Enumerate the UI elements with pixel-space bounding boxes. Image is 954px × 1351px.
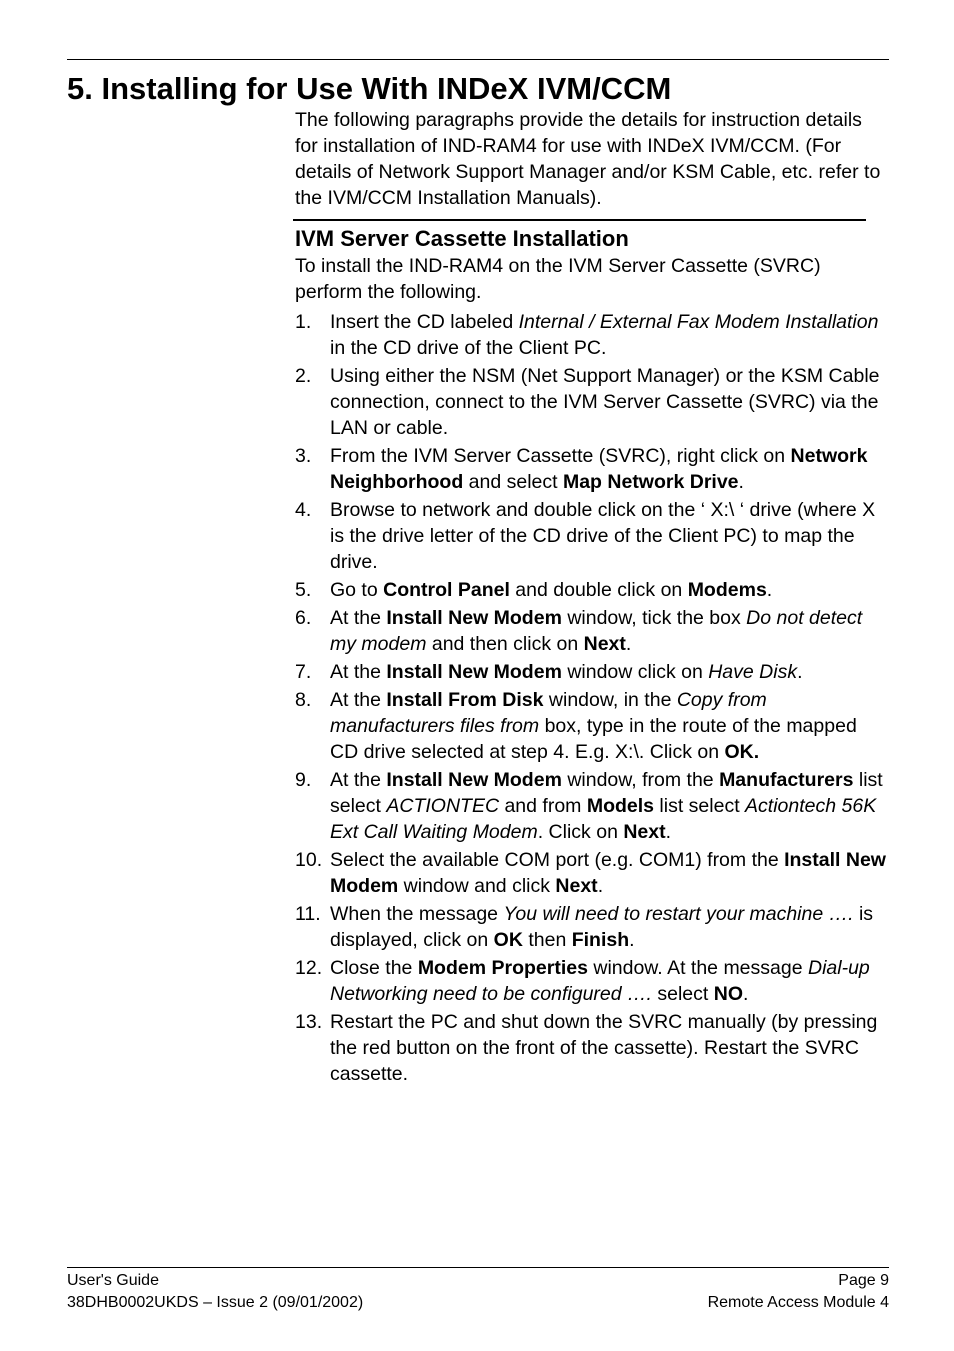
step-item [295, 901, 889, 953]
step-text: in the CD drive of the Client PC. [330, 337, 607, 359]
step-number: 8. [295, 689, 312, 711]
step-bold-text: Next [623, 821, 666, 843]
step-item [295, 767, 889, 845]
step-text: . [665, 821, 672, 843]
step-bold-text: Install New Modem [386, 769, 562, 791]
step-bold-text: Install New Modem [330, 849, 886, 897]
step-text: and double click on [509, 579, 688, 601]
step-number: 11. [295, 903, 321, 925]
step-text: At the [330, 661, 387, 683]
step-bold-text: OK [493, 929, 523, 951]
step-item [295, 1009, 889, 1087]
step-item [295, 659, 889, 685]
step-text: window and click [398, 875, 556, 897]
step-item [295, 955, 889, 1007]
step-item [295, 687, 889, 765]
installation-steps-list [295, 309, 889, 1089]
step-number: 5. [295, 579, 312, 601]
step-item [295, 443, 889, 495]
step-italic-text: Copy from manufacturers files from [330, 689, 767, 737]
step-text: window, from the [561, 769, 720, 791]
step-item [295, 577, 889, 603]
step-item [295, 605, 889, 657]
step-italic-text: Internal / External Fax Modem Installation [518, 311, 879, 333]
footer-doc-id: 38DHB0002UKDS – Issue 2 (09/01/2002) [67, 1294, 364, 1311]
step-text: is displayed, click on [330, 903, 874, 951]
footer-module-name: Remote Access Module 4 [707, 1294, 889, 1311]
step-number: 3. [295, 445, 312, 467]
step-bold-text: Finish [571, 929, 630, 951]
step-text: . [742, 983, 749, 1005]
step-bold-text: Network Neighborhood [330, 445, 868, 493]
step-text: . [797, 661, 803, 683]
step-italic-text: Have Disk [708, 661, 798, 683]
step-text: When the message [330, 903, 504, 925]
step-italic-text: Actiontech 56K Ext Call Waiting Modem [330, 795, 877, 843]
step-number: 13. [295, 1011, 323, 1033]
step-text: . [625, 633, 632, 655]
step-text: At the [330, 769, 387, 791]
section-rule [293, 219, 866, 221]
step-text: box, type in the route of the mapped CD drive selected at step 4. E.g. X:\. Click on [330, 715, 857, 763]
step-item [295, 363, 889, 441]
step-italic-text: Dial-up Networking need to be configured …. [330, 957, 870, 1005]
step-text: window click on [561, 661, 709, 683]
step-number: 12. [295, 957, 323, 979]
footer-rule [67, 1267, 889, 1268]
footer-doc-type: User's Guide [67, 1272, 159, 1289]
step-number: 1. [295, 311, 312, 333]
step-text: window, tick the box [561, 607, 747, 629]
step-item [295, 497, 889, 575]
header-rule [67, 59, 889, 60]
step-bold-text: Models [586, 795, 655, 817]
step-text: Using either the NSM (Net Support Manager) or the KSM Cable connection, connect to the IVM Server Cassette (SVRC) via the LAN or cable. [330, 365, 880, 439]
step-bold-text: Modems [687, 579, 767, 601]
step-text: list select [654, 795, 746, 817]
step-number: 9. [295, 769, 312, 791]
step-text: then [522, 929, 572, 951]
step-bold-text: Map Network Drive [562, 471, 739, 493]
step-text: At the [330, 607, 387, 629]
step-bold-text: Manufacturers [719, 769, 854, 791]
step-italic-text: Do not detect my modem [330, 607, 863, 655]
step-text: and then click on [426, 633, 584, 655]
step-text: list select [330, 769, 883, 817]
step-text: Insert the CD labeled [330, 311, 519, 333]
step-bold-text: Install New Modem [386, 607, 562, 629]
step-item [295, 847, 889, 899]
step-text: Go to [330, 579, 384, 601]
intro-paragraph: The following paragraphs provide the details for instruction details for installation of IND-RAM4 for use with INDeX IVM/CCM. (For details of Network Support Manager and/or KSM Cable, etc. refer to the IVM/CCM Installation Manuals). [295, 109, 881, 209]
footer-left [67, 1270, 363, 1314]
step-text: Browse to network and double click on the ‘ X:\ ‘ drive (where X is the drive letter of the CD drive of the Client PC) to map the drive. [330, 499, 876, 573]
step-text: Close the [330, 957, 418, 979]
step-bold-text: Modem Properties [417, 957, 588, 979]
section-lead: To install the IND-RAM4 on the IVM Server Cassette (SVRC) perform the following. [295, 255, 821, 303]
step-bold-text: Install New Modem [386, 661, 562, 683]
step-text: . [597, 875, 604, 897]
step-text: . [738, 471, 744, 493]
step-number: 4. [295, 499, 312, 521]
footer-right [708, 1270, 889, 1314]
step-text: . Click on [537, 821, 624, 843]
step-number: 7. [295, 661, 312, 683]
step-text: . [766, 579, 773, 601]
step-number: 6. [295, 607, 312, 629]
step-text: window, in the [543, 689, 677, 711]
step-bold-text: OK. [724, 741, 760, 763]
footer-page-number: Page 9 [838, 1272, 889, 1289]
step-number: 10. [295, 849, 323, 871]
step-text: From the IVM Server Cassette (SVRC), right click on [330, 445, 791, 467]
step-text: At the [330, 689, 387, 711]
page-title: 5. Installing for Use With INDeX IVM/CCM [67, 71, 672, 106]
step-text: and from [499, 795, 587, 817]
step-text: Restart the PC and shut down the SVRC manually (by pressing the red button on the front of the cassette). Restart the SVRC cassette. [330, 1011, 878, 1085]
step-bold-text: Next [583, 633, 626, 655]
step-bold-text: Install From Disk [386, 689, 544, 711]
step-text: Select the available COM port (e.g. COM1) from the [330, 849, 785, 871]
step-text: and select [463, 471, 563, 493]
step-item [295, 309, 889, 361]
step-text: window. At the message [587, 957, 808, 979]
step-number: 2. [295, 365, 312, 387]
step-text: . [629, 929, 635, 951]
step-italic-text: ACTIONTEC [386, 795, 500, 817]
step-text: select [651, 983, 714, 1005]
step-bold-text: Control Panel [383, 579, 510, 601]
step-italic-text: You will need to restart your machine …. [503, 903, 854, 925]
step-bold-text: Next [555, 875, 598, 897]
section-heading: IVM Server Cassette Installation [295, 226, 629, 251]
step-bold-text: NO [713, 983, 743, 1005]
